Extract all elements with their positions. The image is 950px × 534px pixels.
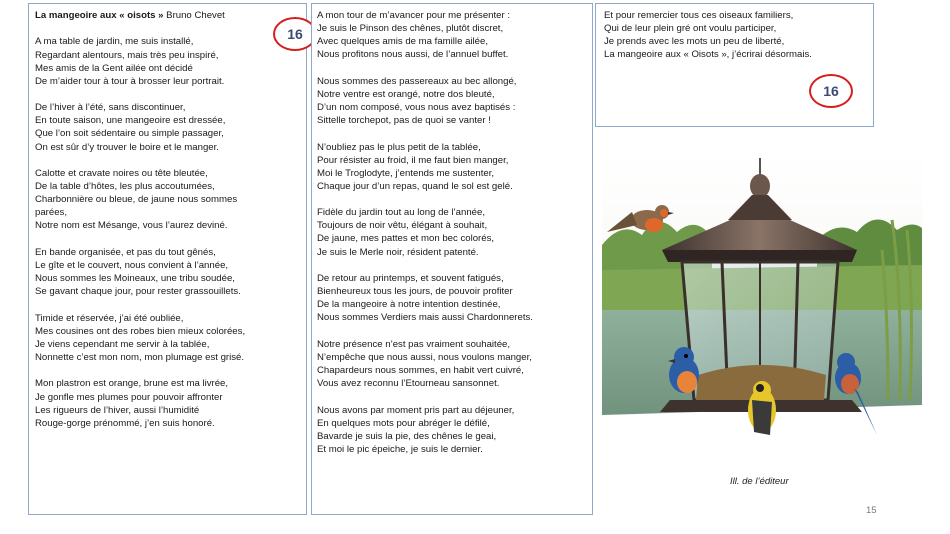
poem-line: N’empêche que nous aussi, nous voulons manger, — [317, 351, 532, 363]
poem-column-3 — [595, 3, 874, 127]
poem-line: Mes cousines ont des robes bien mieux colorées, — [35, 325, 246, 337]
poem-line: Je prends avec les mots un peu de liberté, — [604, 36, 785, 48]
poem-line: A mon tour de m’avancer pour me présenter : — [317, 10, 511, 21]
poem-title-line — [35, 9, 245, 22]
poem-line: De la table d’hôtes, les plus accoutumées, — [35, 181, 215, 193]
poem-line: Qui de leur plein gré ont voulu participer, — [604, 23, 777, 35]
poem-line: Avec quelques amis de ma famille ailée, — [317, 36, 489, 48]
poem-line: Nous sommes les Moineaux, une tribu soudée, — [35, 273, 235, 285]
poem-line: Bienheureux tous les jours, de pouvoir profiter — [317, 286, 513, 298]
stanza-lines-column-2 — [317, 9, 533, 456]
poem-line: Rouge-gorge prénommé, j’en suis honoré. — [35, 417, 215, 429]
poem-line: Le gîte et le couvert, nous convient à l’année, — [35, 259, 229, 271]
poem-line: Les rigueurs de l’hiver, aussi l’humidité — [35, 404, 200, 416]
poem-line: Nous avons par moment pris part au déjeuner, — [317, 404, 515, 416]
poem-line: Notre nom est Mésange, vous l’aurez deviné. — [35, 220, 228, 232]
poem-line: Mon plastron est orange, brune est ma livrée, — [35, 378, 229, 390]
poem-line: Je viens cependant me servir à la tablée, — [35, 338, 210, 350]
poem-text-column-3 — [604, 9, 812, 61]
poem-column-2 — [311, 3, 593, 515]
poem-line: Nous sommes Verdiers mais aussi Chardonnerets. — [317, 312, 533, 324]
poem-line: De jaune, mes pattes et mon bec colorés, — [317, 233, 495, 245]
poem-line: Moi le Troglodyte, j’entends me sustenter, — [317, 167, 495, 179]
poem-line: En toute saison, une mangeoire est dressée, — [35, 115, 226, 127]
poem-line: Chaque jour d’un repas, quand le sol est gelé. — [317, 180, 513, 192]
stanza-break — [317, 61, 533, 74]
stanza-break — [317, 259, 533, 272]
poem-line: Vous avez reconnu l’Etourneau sansonnet. — [317, 378, 500, 390]
poem-line: En bande organisée, et pas du tout gênés, — [35, 246, 216, 258]
stanza-lines-column-3 — [604, 9, 812, 61]
poem-line: Toujours de noir vêtu, élégant à souhait, — [317, 220, 488, 232]
poem-line: Charbonnière ou bleue, de jaune nous sommes — [35, 194, 238, 206]
stanza-break — [317, 127, 533, 140]
poem-line: Sittelle torchepot, pas de quoi se vanter ! — [317, 115, 491, 127]
poem-line: A ma table de jardin, me suis installé, — [35, 36, 194, 48]
feeder-eave — [662, 250, 857, 262]
poem-title: La mangeoire aux « oisots » — [35, 10, 164, 21]
page-number-badge: 16 — [273, 17, 317, 51]
page-number-badge-2: 16 — [809, 74, 853, 108]
feeder-finial — [750, 174, 770, 198]
stanza-lines-column-1 — [35, 35, 245, 429]
poem-text-column-2 — [317, 9, 533, 456]
poem-line: Nous sommes des passereaux au bec allongé, — [317, 75, 517, 87]
poem-line: Nonnette c’est mon nom, mon plumage est grisé. — [35, 351, 245, 363]
poem-line: Je suis le Merle noir, résident patenté. — [317, 246, 479, 258]
bird-feeder-illustration — [602, 150, 922, 468]
poem-line: La mangeoire aux « Oisots », j’écrirai désormais. — [604, 49, 812, 61]
poem-line: Timide et réservée, j’ai été oubliée, — [35, 312, 184, 324]
poem-line: Notre ventre est orangé, notre dos bleuté, — [317, 88, 495, 100]
poem-line: De retour au printemps, et souvent fatigués, — [317, 273, 504, 285]
poem-line: On est sûr d’y trouver le boire et le manger. — [35, 141, 219, 153]
poem-text-column-1 — [35, 9, 245, 430]
poem-line: Bavarde je suis la pie, des chênes le geai, — [317, 430, 497, 442]
poem-line: Regardant alentours, mais très peu inspiré, — [35, 49, 219, 61]
bird-feeder-image — [602, 150, 922, 468]
poem-line: Se gavant chaque jour, pour rester grassouillets. — [35, 286, 241, 298]
poem-line: Je gonfle mes plumes pour pouvoir affronter — [35, 391, 223, 403]
stanza-break — [317, 193, 533, 206]
poem-line: Mes amis de la Gent ailée ont décidé — [35, 62, 193, 74]
stanza-break — [35, 232, 245, 245]
poem-line: Fidèle du jardin tout au long de l’année, — [317, 207, 486, 219]
stanza-break — [35, 154, 245, 167]
page-number: 15 — [866, 505, 877, 516]
poem-line: Calotte et cravate noires ou tête bleutée, — [35, 168, 208, 180]
image-caption: Ill. de l’éditeur — [730, 476, 789, 487]
poem-line: N’oubliez pas le plus petit de la tablée, — [317, 141, 481, 153]
poem-line: Que l’on soit sédentaire ou simple passager, — [35, 128, 224, 140]
poem-line: De m’aider tour à tour à brosser leur portrait. — [35, 75, 225, 87]
poem-line: Nous profitons nous aussi, de l’annuel buffet. — [317, 49, 509, 61]
poem-line: De l’hiver à l’été, sans discontinuer, — [35, 102, 186, 114]
poem-line: De la mangeoire à notre intention destinée, — [317, 299, 501, 311]
stanza-break — [317, 324, 533, 337]
poem-line: parées, — [35, 207, 67, 219]
poem-line: Et moi le pic épeiche, je suis le dernier. — [317, 443, 483, 455]
stanza-break — [35, 364, 245, 377]
poem-line: Notre présence n’est pas vraiment souhaitée, — [317, 338, 511, 350]
poem-line: En quelques mots pour abréger le défilé, — [317, 417, 490, 429]
stanza-break — [317, 390, 533, 403]
poem-line: Et pour remercier tous ces oiseaux familiers, — [604, 10, 794, 21]
poem-line: Chapardeurs nous sommes, en habit vert cuivré, — [317, 365, 524, 377]
poem-author: Bruno Chevet — [166, 10, 225, 21]
poem-line: Pour résister au froid, il me faut bien manger, — [317, 154, 509, 166]
stanza-break — [35, 298, 245, 311]
poem-line: Je suis le Pinson des chênes, plutôt discret, — [317, 23, 504, 35]
stanza-break — [35, 88, 245, 101]
poem-line: D’un nom composé, vous nous avez baptisés : — [317, 101, 516, 113]
poem-column-1 — [28, 3, 307, 515]
